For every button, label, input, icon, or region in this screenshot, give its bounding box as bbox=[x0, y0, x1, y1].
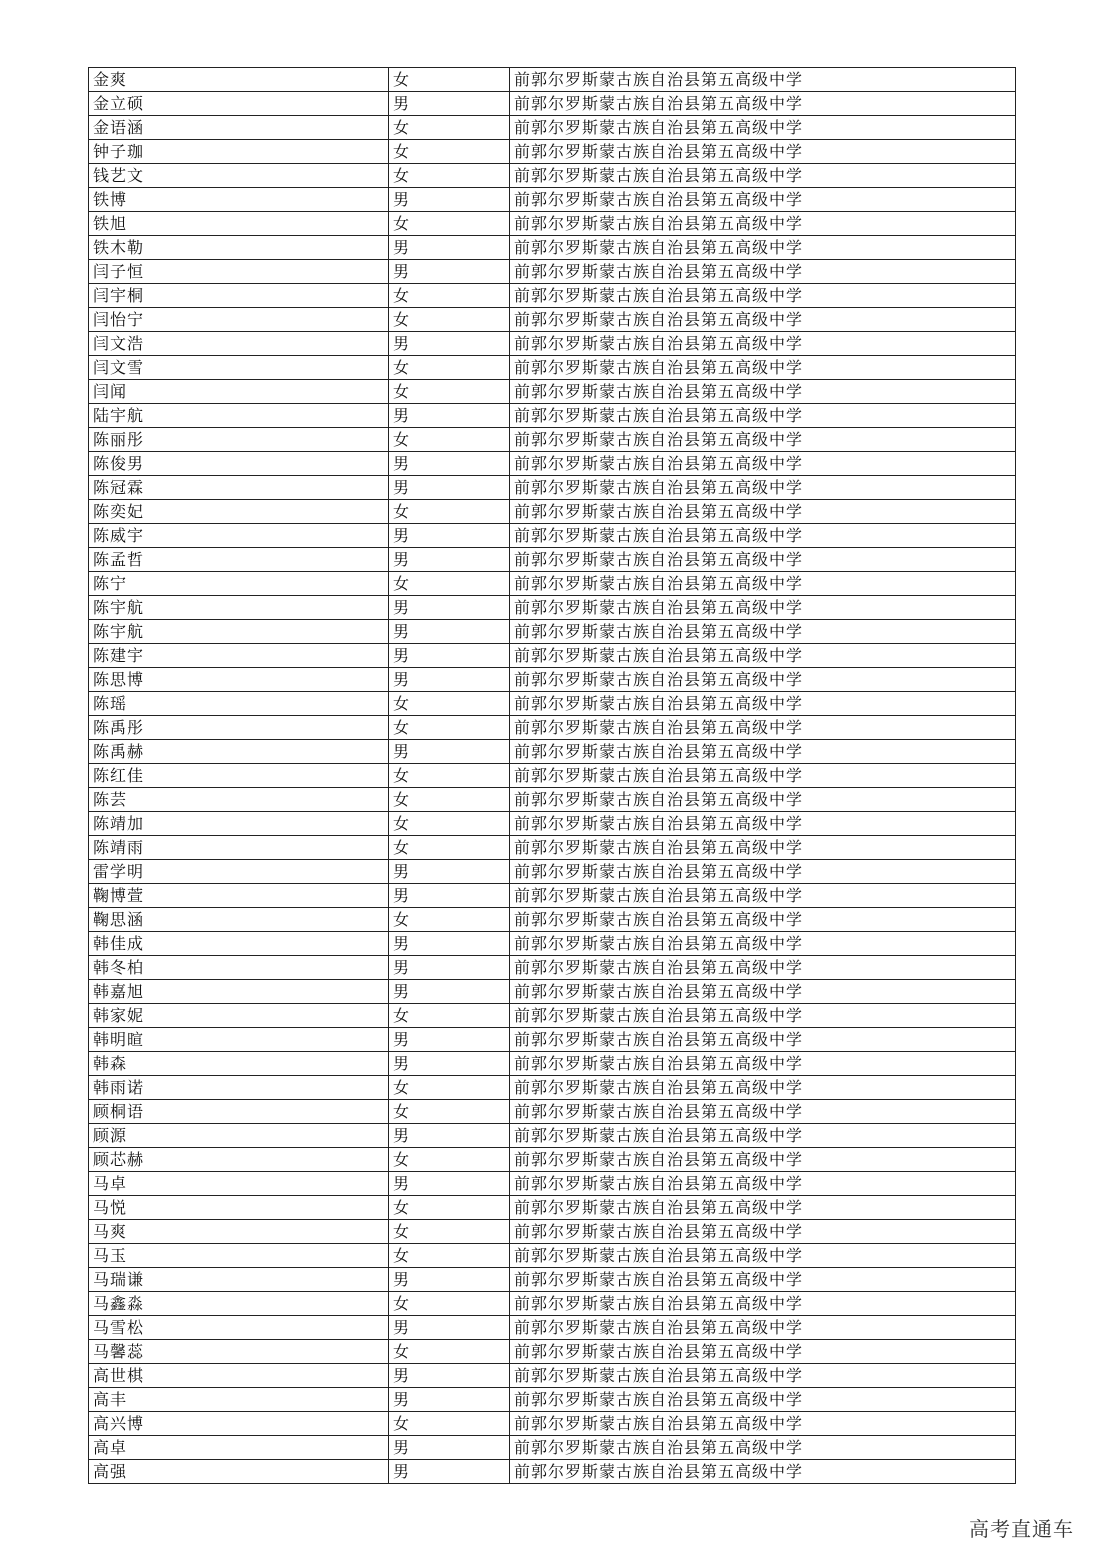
name-cell: 陈瑶 bbox=[89, 692, 389, 716]
school-cell: 前郭尔罗斯蒙古族自治县第五高级中学 bbox=[510, 1268, 1016, 1292]
name-cell: 闫文雪 bbox=[89, 356, 389, 380]
gender-cell: 女 bbox=[389, 1412, 510, 1436]
school-cell: 前郭尔罗斯蒙古族自治县第五高级中学 bbox=[510, 1028, 1016, 1052]
name-cell: 韩佳成 bbox=[89, 932, 389, 956]
table-row bbox=[89, 1148, 1016, 1172]
gender-cell: 女 bbox=[389, 500, 510, 524]
name-cell: 陈建宇 bbox=[89, 644, 389, 668]
table-row bbox=[89, 956, 1016, 980]
gender-cell: 女 bbox=[389, 1196, 510, 1220]
table-row bbox=[89, 308, 1016, 332]
name-cell: 陈红佳 bbox=[89, 764, 389, 788]
gender-cell: 女 bbox=[389, 212, 510, 236]
gender-cell: 男 bbox=[389, 1052, 510, 1076]
name-cell: 顾源 bbox=[89, 1124, 389, 1148]
table-row bbox=[89, 140, 1016, 164]
school-cell: 前郭尔罗斯蒙古族自治县第五高级中学 bbox=[510, 284, 1016, 308]
gender-cell: 女 bbox=[389, 1100, 510, 1124]
table-row bbox=[89, 716, 1016, 740]
school-cell: 前郭尔罗斯蒙古族自治县第五高级中学 bbox=[510, 1364, 1016, 1388]
name-cell: 闫怡宁 bbox=[89, 308, 389, 332]
name-cell: 陈奕妃 bbox=[89, 500, 389, 524]
student-roster-table bbox=[88, 67, 1016, 1484]
gender-cell: 男 bbox=[389, 596, 510, 620]
school-cell: 前郭尔罗斯蒙古族自治县第五高级中学 bbox=[510, 452, 1016, 476]
school-cell: 前郭尔罗斯蒙古族自治县第五高级中学 bbox=[510, 836, 1016, 860]
name-cell: 马悦 bbox=[89, 1196, 389, 1220]
table-row bbox=[89, 812, 1016, 836]
school-cell: 前郭尔罗斯蒙古族自治县第五高级中学 bbox=[510, 260, 1016, 284]
gender-cell: 男 bbox=[389, 620, 510, 644]
gender-cell: 男 bbox=[389, 236, 510, 260]
name-cell: 马雪松 bbox=[89, 1316, 389, 1340]
gender-cell: 男 bbox=[389, 1028, 510, 1052]
table-row bbox=[89, 212, 1016, 236]
name-cell: 陈宇航 bbox=[89, 620, 389, 644]
school-cell: 前郭尔罗斯蒙古族自治县第五高级中学 bbox=[510, 572, 1016, 596]
name-cell: 韩森 bbox=[89, 1052, 389, 1076]
school-cell: 前郭尔罗斯蒙古族自治县第五高级中学 bbox=[510, 332, 1016, 356]
gender-cell: 女 bbox=[389, 1220, 510, 1244]
gender-cell: 女 bbox=[389, 1004, 510, 1028]
school-cell: 前郭尔罗斯蒙古族自治县第五高级中学 bbox=[510, 1316, 1016, 1340]
name-cell: 陈孟哲 bbox=[89, 548, 389, 572]
name-cell: 钟子珈 bbox=[89, 140, 389, 164]
name-cell: 闫文浩 bbox=[89, 332, 389, 356]
gender-cell: 女 bbox=[389, 788, 510, 812]
table-row bbox=[89, 476, 1016, 500]
school-cell: 前郭尔罗斯蒙古族自治县第五高级中学 bbox=[510, 740, 1016, 764]
table-row bbox=[89, 332, 1016, 356]
school-cell: 前郭尔罗斯蒙古族自治县第五高级中学 bbox=[510, 308, 1016, 332]
table-row bbox=[89, 380, 1016, 404]
name-cell: 韩明暄 bbox=[89, 1028, 389, 1052]
gender-cell: 男 bbox=[389, 1436, 510, 1460]
table-row bbox=[89, 1220, 1016, 1244]
table-row bbox=[89, 1412, 1016, 1436]
school-cell: 前郭尔罗斯蒙古族自治县第五高级中学 bbox=[510, 596, 1016, 620]
name-cell: 陈威宇 bbox=[89, 524, 389, 548]
table-row bbox=[89, 1004, 1016, 1028]
gender-cell: 男 bbox=[389, 1460, 510, 1484]
table-row bbox=[89, 1028, 1016, 1052]
table-row bbox=[89, 284, 1016, 308]
table-row bbox=[89, 1364, 1016, 1388]
school-cell: 前郭尔罗斯蒙古族自治县第五高级中学 bbox=[510, 1460, 1016, 1484]
table-row bbox=[89, 1388, 1016, 1412]
table-row bbox=[89, 740, 1016, 764]
name-cell: 韩雨诺 bbox=[89, 1076, 389, 1100]
school-cell: 前郭尔罗斯蒙古族自治县第五高级中学 bbox=[510, 1292, 1016, 1316]
gender-cell: 男 bbox=[389, 188, 510, 212]
gender-cell: 女 bbox=[389, 716, 510, 740]
table-row bbox=[89, 68, 1016, 92]
gender-cell: 男 bbox=[389, 860, 510, 884]
school-cell: 前郭尔罗斯蒙古族自治县第五高级中学 bbox=[510, 188, 1016, 212]
gender-cell: 男 bbox=[389, 956, 510, 980]
school-cell: 前郭尔罗斯蒙古族自治县第五高级中学 bbox=[510, 1100, 1016, 1124]
school-cell: 前郭尔罗斯蒙古族自治县第五高级中学 bbox=[510, 884, 1016, 908]
school-cell: 前郭尔罗斯蒙古族自治县第五高级中学 bbox=[510, 140, 1016, 164]
name-cell: 金爽 bbox=[89, 68, 389, 92]
school-cell: 前郭尔罗斯蒙古族自治县第五高级中学 bbox=[510, 956, 1016, 980]
gender-cell: 男 bbox=[389, 980, 510, 1004]
name-cell: 闫宇桐 bbox=[89, 284, 389, 308]
name-cell: 陈宇航 bbox=[89, 596, 389, 620]
name-cell: 顾桐语 bbox=[89, 1100, 389, 1124]
name-cell: 雷学明 bbox=[89, 860, 389, 884]
school-cell: 前郭尔罗斯蒙古族自治县第五高级中学 bbox=[510, 1172, 1016, 1196]
table-row bbox=[89, 836, 1016, 860]
table-row bbox=[89, 1340, 1016, 1364]
gender-cell: 男 bbox=[389, 884, 510, 908]
name-cell: 马鑫淼 bbox=[89, 1292, 389, 1316]
school-cell: 前郭尔罗斯蒙古族自治县第五高级中学 bbox=[510, 212, 1016, 236]
table-row bbox=[89, 596, 1016, 620]
gender-cell: 女 bbox=[389, 1076, 510, 1100]
name-cell: 铁旭 bbox=[89, 212, 389, 236]
school-cell: 前郭尔罗斯蒙古族自治县第五高级中学 bbox=[510, 812, 1016, 836]
name-cell: 陈丽彤 bbox=[89, 428, 389, 452]
school-cell: 前郭尔罗斯蒙古族自治县第五高级中学 bbox=[510, 164, 1016, 188]
school-cell: 前郭尔罗斯蒙古族自治县第五高级中学 bbox=[510, 788, 1016, 812]
watermark: 高考直通车 bbox=[969, 1517, 1074, 1541]
table-row bbox=[89, 668, 1016, 692]
gender-cell: 女 bbox=[389, 116, 510, 140]
school-cell: 前郭尔罗斯蒙古族自治县第五高级中学 bbox=[510, 68, 1016, 92]
table-row bbox=[89, 500, 1016, 524]
table-row bbox=[89, 1316, 1016, 1340]
gender-cell: 女 bbox=[389, 908, 510, 932]
gender-cell: 男 bbox=[389, 1172, 510, 1196]
table-row bbox=[89, 932, 1016, 956]
name-cell: 韩嘉旭 bbox=[89, 980, 389, 1004]
school-cell: 前郭尔罗斯蒙古族自治县第五高级中学 bbox=[510, 620, 1016, 644]
school-cell: 前郭尔罗斯蒙古族自治县第五高级中学 bbox=[510, 1340, 1016, 1364]
gender-cell: 男 bbox=[389, 1364, 510, 1388]
school-cell: 前郭尔罗斯蒙古族自治县第五高级中学 bbox=[510, 1244, 1016, 1268]
gender-cell: 男 bbox=[389, 668, 510, 692]
name-cell: 高世棋 bbox=[89, 1364, 389, 1388]
table-row bbox=[89, 1076, 1016, 1100]
school-cell: 前郭尔罗斯蒙古族自治县第五高级中学 bbox=[510, 236, 1016, 260]
table-row bbox=[89, 1460, 1016, 1484]
name-cell: 陈俊男 bbox=[89, 452, 389, 476]
gender-cell: 男 bbox=[389, 740, 510, 764]
gender-cell: 女 bbox=[389, 1244, 510, 1268]
gender-cell: 男 bbox=[389, 404, 510, 428]
name-cell: 高丰 bbox=[89, 1388, 389, 1412]
school-cell: 前郭尔罗斯蒙古族自治县第五高级中学 bbox=[510, 1220, 1016, 1244]
school-cell: 前郭尔罗斯蒙古族自治县第五高级中学 bbox=[510, 1148, 1016, 1172]
school-cell: 前郭尔罗斯蒙古族自治县第五高级中学 bbox=[510, 860, 1016, 884]
school-cell: 前郭尔罗斯蒙古族自治县第五高级中学 bbox=[510, 116, 1016, 140]
name-cell: 闫闻 bbox=[89, 380, 389, 404]
table-row bbox=[89, 572, 1016, 596]
gender-cell: 女 bbox=[389, 284, 510, 308]
table-row bbox=[89, 884, 1016, 908]
table-row bbox=[89, 860, 1016, 884]
school-cell: 前郭尔罗斯蒙古族自治县第五高级中学 bbox=[510, 980, 1016, 1004]
roster-body bbox=[89, 68, 1016, 1484]
school-cell: 前郭尔罗斯蒙古族自治县第五高级中学 bbox=[510, 92, 1016, 116]
table-row bbox=[89, 428, 1016, 452]
name-cell: 陈宁 bbox=[89, 572, 389, 596]
table-row bbox=[89, 1052, 1016, 1076]
school-cell: 前郭尔罗斯蒙古族自治县第五高级中学 bbox=[510, 524, 1016, 548]
gender-cell: 女 bbox=[389, 1340, 510, 1364]
name-cell: 高兴博 bbox=[89, 1412, 389, 1436]
gender-cell: 男 bbox=[389, 260, 510, 284]
table-row bbox=[89, 692, 1016, 716]
name-cell: 鞠博萱 bbox=[89, 884, 389, 908]
gender-cell: 女 bbox=[389, 380, 510, 404]
gender-cell: 女 bbox=[389, 356, 510, 380]
table-row bbox=[89, 404, 1016, 428]
name-cell: 马瑞谦 bbox=[89, 1268, 389, 1292]
name-cell: 顾芯赫 bbox=[89, 1148, 389, 1172]
school-cell: 前郭尔罗斯蒙古族自治县第五高级中学 bbox=[510, 356, 1016, 380]
table-row bbox=[89, 164, 1016, 188]
gender-cell: 女 bbox=[389, 1292, 510, 1316]
gender-cell: 女 bbox=[389, 164, 510, 188]
name-cell: 闫子恒 bbox=[89, 260, 389, 284]
name-cell: 钱艺文 bbox=[89, 164, 389, 188]
gender-cell: 女 bbox=[389, 68, 510, 92]
table-row bbox=[89, 620, 1016, 644]
gender-cell: 男 bbox=[389, 332, 510, 356]
table-row bbox=[89, 788, 1016, 812]
school-cell: 前郭尔罗斯蒙古族自治县第五高级中学 bbox=[510, 476, 1016, 500]
gender-cell: 男 bbox=[389, 1316, 510, 1340]
table-row bbox=[89, 1292, 1016, 1316]
school-cell: 前郭尔罗斯蒙古族自治县第五高级中学 bbox=[510, 692, 1016, 716]
name-cell: 陈靖雨 bbox=[89, 836, 389, 860]
table-row bbox=[89, 452, 1016, 476]
name-cell: 金语涵 bbox=[89, 116, 389, 140]
name-cell: 金立硕 bbox=[89, 92, 389, 116]
name-cell: 韩家妮 bbox=[89, 1004, 389, 1028]
table-row bbox=[89, 236, 1016, 260]
gender-cell: 女 bbox=[389, 572, 510, 596]
name-cell: 陆宇航 bbox=[89, 404, 389, 428]
gender-cell: 女 bbox=[389, 812, 510, 836]
table-row bbox=[89, 188, 1016, 212]
school-cell: 前郭尔罗斯蒙古族自治县第五高级中学 bbox=[510, 1412, 1016, 1436]
school-cell: 前郭尔罗斯蒙古族自治县第五高级中学 bbox=[510, 548, 1016, 572]
table-row bbox=[89, 92, 1016, 116]
school-cell: 前郭尔罗斯蒙古族自治县第五高级中学 bbox=[510, 1052, 1016, 1076]
school-cell: 前郭尔罗斯蒙古族自治县第五高级中学 bbox=[510, 644, 1016, 668]
school-cell: 前郭尔罗斯蒙古族自治县第五高级中学 bbox=[510, 1196, 1016, 1220]
school-cell: 前郭尔罗斯蒙古族自治县第五高级中学 bbox=[510, 428, 1016, 452]
table-row bbox=[89, 764, 1016, 788]
school-cell: 前郭尔罗斯蒙古族自治县第五高级中学 bbox=[510, 404, 1016, 428]
school-cell: 前郭尔罗斯蒙古族自治县第五高级中学 bbox=[510, 764, 1016, 788]
name-cell: 陈禹彤 bbox=[89, 716, 389, 740]
gender-cell: 女 bbox=[389, 308, 510, 332]
name-cell: 陈靖加 bbox=[89, 812, 389, 836]
table-row bbox=[89, 116, 1016, 140]
school-cell: 前郭尔罗斯蒙古族自治县第五高级中学 bbox=[510, 1388, 1016, 1412]
name-cell: 高强 bbox=[89, 1460, 389, 1484]
gender-cell: 男 bbox=[389, 932, 510, 956]
name-cell: 马玉 bbox=[89, 1244, 389, 1268]
table-row bbox=[89, 1268, 1016, 1292]
gender-cell: 男 bbox=[389, 92, 510, 116]
name-cell: 铁木勒 bbox=[89, 236, 389, 260]
table-row bbox=[89, 548, 1016, 572]
name-cell: 高卓 bbox=[89, 1436, 389, 1460]
table-row bbox=[89, 644, 1016, 668]
gender-cell: 女 bbox=[389, 764, 510, 788]
gender-cell: 男 bbox=[389, 524, 510, 548]
name-cell: 鞠思涵 bbox=[89, 908, 389, 932]
gender-cell: 男 bbox=[389, 1124, 510, 1148]
gender-cell: 男 bbox=[389, 548, 510, 572]
table-row bbox=[89, 1100, 1016, 1124]
table-row bbox=[89, 908, 1016, 932]
table-row bbox=[89, 1436, 1016, 1460]
gender-cell: 女 bbox=[389, 1148, 510, 1172]
table-row bbox=[89, 524, 1016, 548]
name-cell: 陈思博 bbox=[89, 668, 389, 692]
table-row bbox=[89, 1244, 1016, 1268]
gender-cell: 女 bbox=[389, 692, 510, 716]
school-cell: 前郭尔罗斯蒙古族自治县第五高级中学 bbox=[510, 908, 1016, 932]
school-cell: 前郭尔罗斯蒙古族自治县第五高级中学 bbox=[510, 932, 1016, 956]
table-row bbox=[89, 260, 1016, 284]
name-cell: 陈冠霖 bbox=[89, 476, 389, 500]
name-cell: 马卓 bbox=[89, 1172, 389, 1196]
school-cell: 前郭尔罗斯蒙古族自治县第五高级中学 bbox=[510, 668, 1016, 692]
table-row bbox=[89, 1124, 1016, 1148]
table-row bbox=[89, 1196, 1016, 1220]
name-cell: 马爽 bbox=[89, 1220, 389, 1244]
name-cell: 陈芸 bbox=[89, 788, 389, 812]
school-cell: 前郭尔罗斯蒙古族自治县第五高级中学 bbox=[510, 500, 1016, 524]
school-cell: 前郭尔罗斯蒙古族自治县第五高级中学 bbox=[510, 1124, 1016, 1148]
gender-cell: 男 bbox=[389, 1388, 510, 1412]
gender-cell: 男 bbox=[389, 452, 510, 476]
gender-cell: 男 bbox=[389, 1268, 510, 1292]
school-cell: 前郭尔罗斯蒙古族自治县第五高级中学 bbox=[510, 1436, 1016, 1460]
name-cell: 韩冬柏 bbox=[89, 956, 389, 980]
school-cell: 前郭尔罗斯蒙古族自治县第五高级中学 bbox=[510, 1004, 1016, 1028]
school-cell: 前郭尔罗斯蒙古族自治县第五高级中学 bbox=[510, 716, 1016, 740]
school-cell: 前郭尔罗斯蒙古族自治县第五高级中学 bbox=[510, 380, 1016, 404]
table-row bbox=[89, 356, 1016, 380]
gender-cell: 女 bbox=[389, 140, 510, 164]
name-cell: 马馨蕊 bbox=[89, 1340, 389, 1364]
gender-cell: 男 bbox=[389, 476, 510, 500]
gender-cell: 女 bbox=[389, 836, 510, 860]
name-cell: 陈禹赫 bbox=[89, 740, 389, 764]
gender-cell: 女 bbox=[389, 428, 510, 452]
table-row bbox=[89, 980, 1016, 1004]
table-row bbox=[89, 1172, 1016, 1196]
name-cell: 铁博 bbox=[89, 188, 389, 212]
gender-cell: 男 bbox=[389, 644, 510, 668]
school-cell: 前郭尔罗斯蒙古族自治县第五高级中学 bbox=[510, 1076, 1016, 1100]
